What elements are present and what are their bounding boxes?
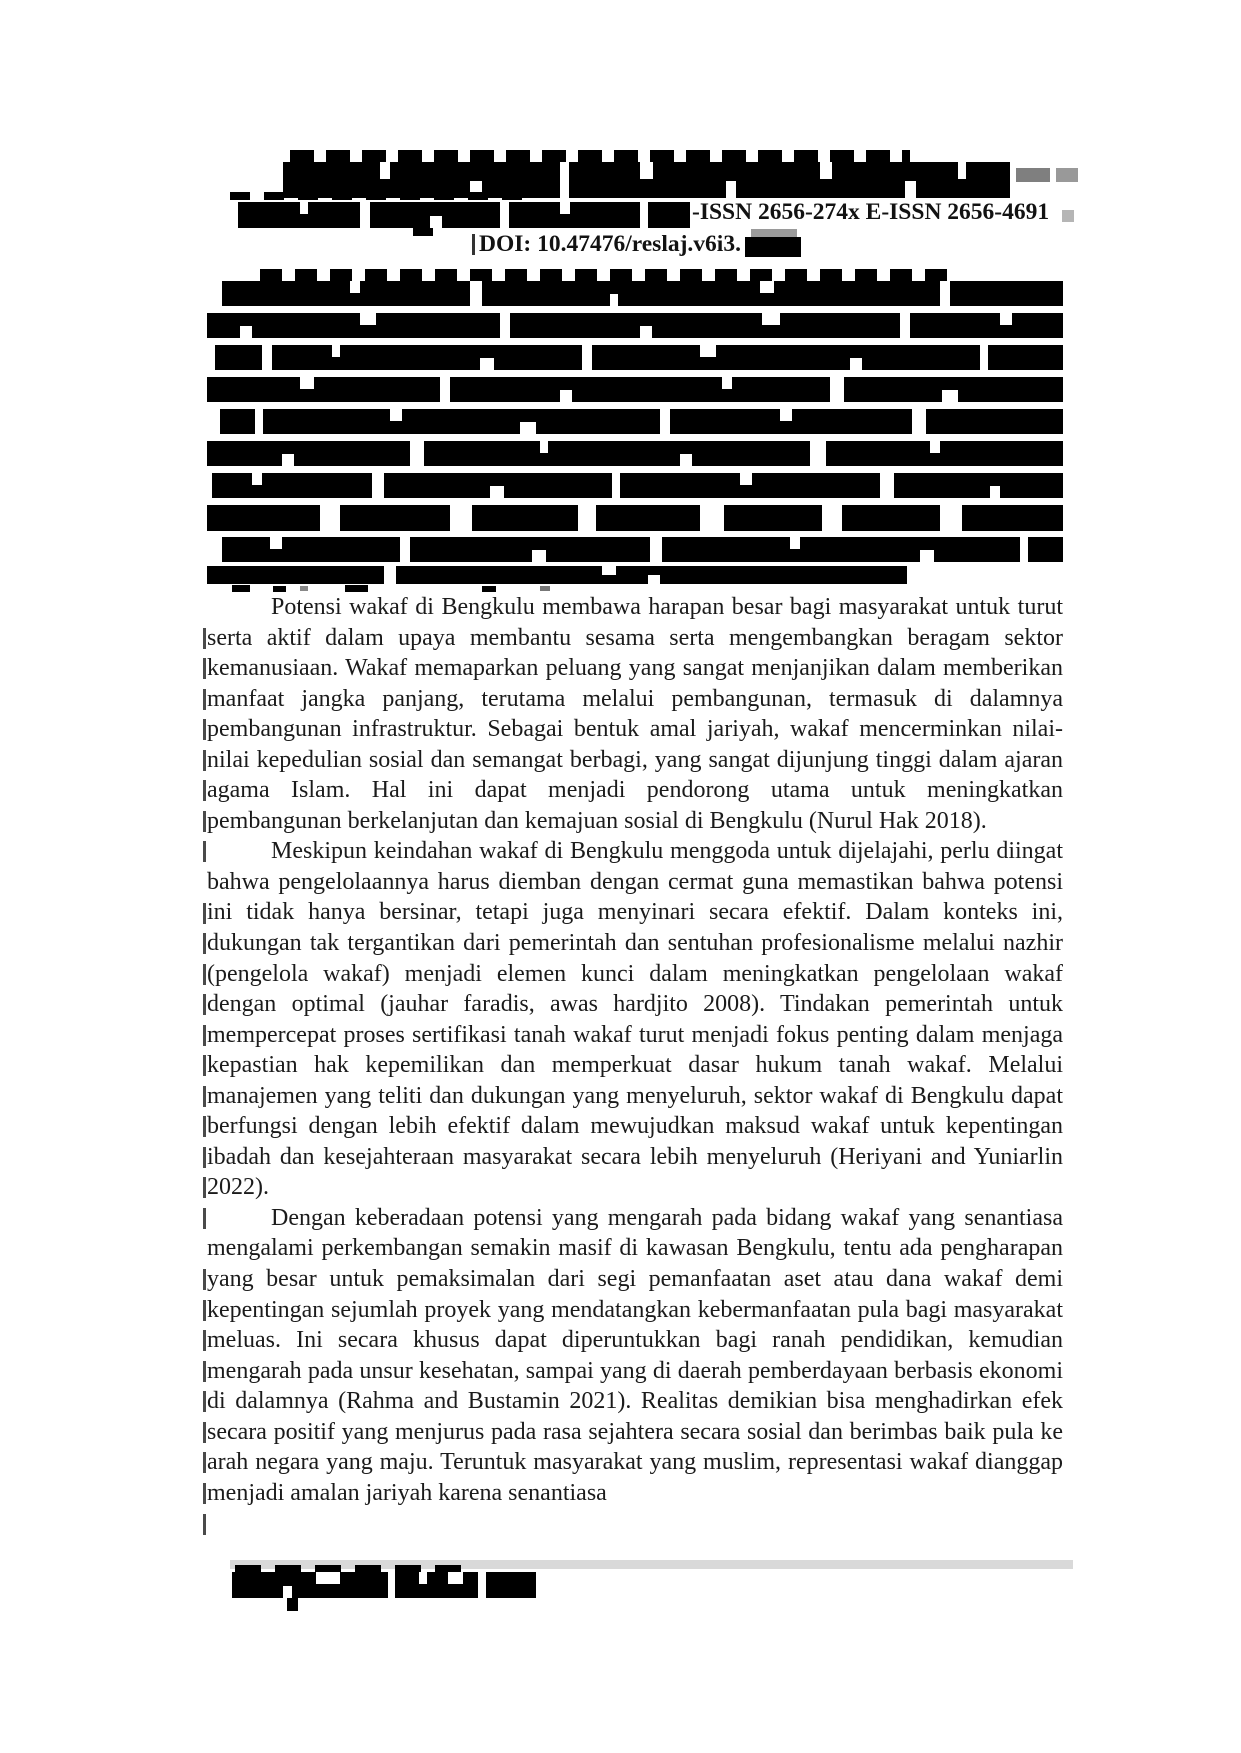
redaction-gap: [650, 537, 662, 562]
change-marker: [203, 811, 206, 832]
body-paragraph-3: Dengan keberadaan potensi yang mengarah pada bidang wakaf yang senantiasa mengalami perkembangan semakin masif di kawasan Bengkulu, tentu ada pengharapan yang besar untuk pemaksimalan dari segi pemanfaatan aset atau dana wakaf demi kepentingan sejumlah proyek yang mendatangkan kebermanfaatan pula bagi masyarakat meluas. Ini secara khusus dapat diperuntukkan bagi ranah pendidikan, kemudian mengarah pada unsur kesehatan, sampai yang di daerah pemberdayaan berbasis ekonomi di dalamnya (Rahma and Bustamin 2021). Realitas demikian bisa menghadirkan efek secara positif yang menjurus pada rasa sejahtera secara sosial dan berimbas baik pula ke arah negara yang maju. Teruntuk masyarakat yang muslim, representasi wakaf dianggap menjadi amalan jariyah karena senantiasa: [207, 1204, 1063, 1506]
doi-redaction-smudge: [751, 229, 797, 237]
redaction-gap: [648, 575, 660, 584]
change-marker: [203, 1116, 206, 1137]
redaction-gap: [660, 409, 670, 434]
redaction-gap: [560, 162, 569, 198]
redaction-gap: [388, 1572, 395, 1598]
redaction-gap: [940, 281, 950, 306]
redaction-gap: [255, 409, 263, 434]
redaction-gap: [880, 473, 894, 498]
change-marker: [203, 719, 206, 740]
doi-redaction: [745, 229, 801, 257]
redaction-gap: [780, 409, 792, 421]
redaction-gap: [430, 216, 442, 228]
redacted-title-fragment: [413, 228, 433, 236]
change-marker: [203, 689, 206, 710]
doi-line: [472, 231, 801, 258]
redaction-gap: [400, 537, 410, 562]
redaction-gap: [830, 377, 844, 402]
redaction-gap: [1020, 537, 1028, 562]
redaction-gap: [500, 202, 509, 228]
change-marker: [203, 1483, 206, 1504]
change-marker: [203, 1391, 206, 1412]
redaction-gap: [252, 473, 262, 485]
redacted-abstract-row: [212, 473, 1063, 498]
change-marker: [203, 628, 206, 649]
redacted-title-teeth: [230, 192, 530, 200]
change-marker: [203, 1452, 206, 1473]
redaction-gap: [300, 377, 314, 389]
redaction-gap: [419, 1572, 427, 1584]
change-marker: [203, 1361, 206, 1382]
change-marker: [203, 1269, 206, 1290]
redaction-gap: [332, 345, 340, 357]
redaction-gap: [822, 505, 842, 531]
redaction-gap: [410, 441, 424, 466]
change-marker: [203, 1147, 206, 1168]
redaction-gap: [905, 181, 916, 198]
change-marker: [203, 964, 206, 985]
redaction-gap: [316, 1572, 340, 1584]
redaction-gap: [360, 202, 370, 228]
redaction-gap: [560, 390, 572, 402]
change-marker: [203, 1208, 206, 1229]
redaction-gap: [700, 505, 724, 531]
redacted-footer-fragment: [287, 1598, 298, 1611]
redaction-gap: [350, 281, 360, 293]
change-marker: [203, 1422, 206, 1443]
body-paragraph-2: Meskipun keindahan wakaf di Bengkulu menggoda untuk dijelajahi, perlu diingat bahwa pengelolaannya harus diemban dengan cermat guna memastikan bahwa potensi ini tidak hanya bersinar, tetapi juga menyinari secara efektif. Dalam konteks ini, dukungan tak tergantikan dari pemerintah dan sentuhan profesionalisme melalui nazhir (pengelola wakaf) menjadi elemen kunci dalam meningkatkan pengelolaan wakaf dengan optimal (jauhar faradis, awas hardjito 2008). Tindakan pemerintah untuk mempercepat proses sertifikasi tanah wakaf turut menjadi fokus penting dalam menjaga kepastian hak kepemilikan dan memperkuat dasar hukum tanah wakaf. Melalui manajemen yang teliti dan dukungan yang menyeluruh, sektor wakaf di Bengkulu dapat berfungsi dengan lebih efektif dalam mewujudkan maksud wakaf untuk kepentingan ibadah dan kesejahteraan masyarakat secara lebih menyeluruh (Heriyani and Yuniarlin 2022).: [207, 838, 1063, 1201]
redaction-gap: [372, 473, 384, 498]
redaction-gap: [384, 566, 396, 584]
redaction-gap: [810, 441, 826, 466]
redaction-gap: [640, 162, 653, 179]
redaction-gap: [578, 505, 596, 531]
change-marker: [203, 841, 206, 862]
change-marker: [203, 780, 206, 801]
redaction-gap: [282, 454, 294, 466]
redaction-gap: [790, 537, 800, 549]
redaction-gap: [500, 313, 510, 338]
redaction-gap: [762, 313, 780, 325]
redacted-abstract-fragment: [345, 585, 368, 592]
redacted-abstract-fragment: [540, 586, 550, 591]
redacted-abstract-row: [222, 281, 1063, 306]
redacted-abstract-teeth: [260, 269, 960, 281]
redaction-gap: [470, 281, 482, 306]
change-marker: [203, 933, 206, 954]
redaction-gap: [930, 441, 940, 453]
redaction-gap: [450, 505, 472, 531]
redaction-gap: [540, 441, 548, 453]
redaction-gap: [360, 313, 376, 325]
redaction-gap: [722, 377, 732, 389]
redacted-footer-bar: [232, 1572, 478, 1598]
body-paragraph-1: Potensi wakaf di Bengkulu membawa harapan besar bagi masyarakat untuk turut serta aktif dalam upaya membantu sesama serta mengembangkan beragam sektor kemanusiaan. Wakaf memaparkan peluang yang sangat menjanjikan dalam memberikan manfaat jangka panjang, terutama melalui pembangunan, termasuk di dalamnya pembangunan infrastruktur. Sebagai bentuk amal jariyah, wakaf mencerminkan nilai-nilai kepedulian sosial dan semangat berbagi, yang sangat dijunjung tinggi dalam ajaran agama Islam. Hal ini dapat menjadi pendorong utama untuk meningkatkan pembangunan berkelanjutan dan kemajuan sosial di Bengkulu (Nurul Hak 2018).: [207, 594, 1063, 834]
redaction-gap: [320, 505, 340, 531]
redaction-gap: [980, 345, 988, 370]
issn-line: -ISSN 2656-274x E-ISSN 2656-4691: [692, 199, 1050, 225]
redacted-abstract-row: [220, 409, 1063, 434]
redaction-gap: [740, 473, 752, 485]
redaction-gap: [602, 566, 616, 575]
redaction-gap: [283, 1586, 292, 1598]
redacted-footer-bar: [486, 1572, 536, 1598]
redacted-abstract-row: [207, 313, 1063, 338]
redaction-gap: [940, 505, 962, 531]
redacted-title-smudge: [1056, 168, 1078, 182]
redacted-issn-smudge: [1062, 210, 1074, 222]
change-marker: [203, 994, 206, 1015]
redaction-gap: [440, 377, 450, 402]
redaction-gap: [920, 550, 934, 562]
redaction-gap: [990, 486, 1000, 498]
redaction-gap: [900, 313, 910, 338]
redaction-gap: [680, 454, 692, 466]
change-marker: [203, 1514, 206, 1535]
redacted-abstract-fragment: [232, 585, 250, 592]
redacted-abstract-row: [215, 345, 1063, 370]
redacted-abstract-row: [207, 566, 907, 584]
redacted-issn-prefix: [648, 202, 690, 228]
redaction-gap: [610, 294, 618, 306]
redaction-gap: [270, 537, 282, 549]
redaction-gap: [300, 202, 308, 214]
change-marker: [203, 1086, 206, 1107]
redaction-gap: [820, 162, 832, 179]
redaction-gap: [726, 181, 736, 198]
change-marker: [203, 1177, 206, 1198]
redaction-gap: [958, 162, 966, 179]
doi-redaction-block: [745, 237, 801, 257]
redaction-gap: [640, 326, 652, 338]
redaction-gap: [480, 358, 494, 370]
redaction-gap: [1000, 313, 1012, 325]
redaction-gap: [582, 345, 592, 370]
redaction-gap: [490, 486, 504, 498]
redaction-gap: [560, 202, 570, 214]
article-body: [207, 592, 1063, 1508]
redaction-gap: [240, 326, 252, 338]
redaction-gap: [262, 345, 272, 370]
redaction-gap: [380, 162, 390, 179]
redaction-gap: [912, 409, 926, 434]
redaction-gap: [448, 1572, 463, 1584]
change-marker: [203, 658, 206, 679]
change-marker: [203, 1300, 206, 1321]
change-marker: [203, 1025, 206, 1046]
redaction-gap: [760, 281, 774, 293]
redaction-gap: [942, 390, 958, 402]
redaction-gap: [850, 358, 862, 370]
doi-text: DOI: 10.47476/reslaj.v6i3.: [479, 231, 741, 257]
redaction-gap: [520, 422, 536, 434]
change-marker: [203, 1330, 206, 1351]
change-marker: [203, 903, 206, 924]
redacted-title-smudge: [1016, 168, 1050, 182]
redaction-gap: [612, 473, 620, 498]
redaction-gap: [532, 550, 546, 562]
change-marker: [203, 750, 206, 771]
redacted-abstract-fragment: [300, 586, 308, 591]
redaction-gap: [390, 409, 402, 421]
redacted-abstract-row: [222, 537, 1063, 562]
change-marker: [203, 1055, 206, 1076]
redacted-abstract-row: [207, 377, 1063, 402]
redaction-gap: [700, 345, 716, 357]
change-marker: [472, 234, 475, 255]
